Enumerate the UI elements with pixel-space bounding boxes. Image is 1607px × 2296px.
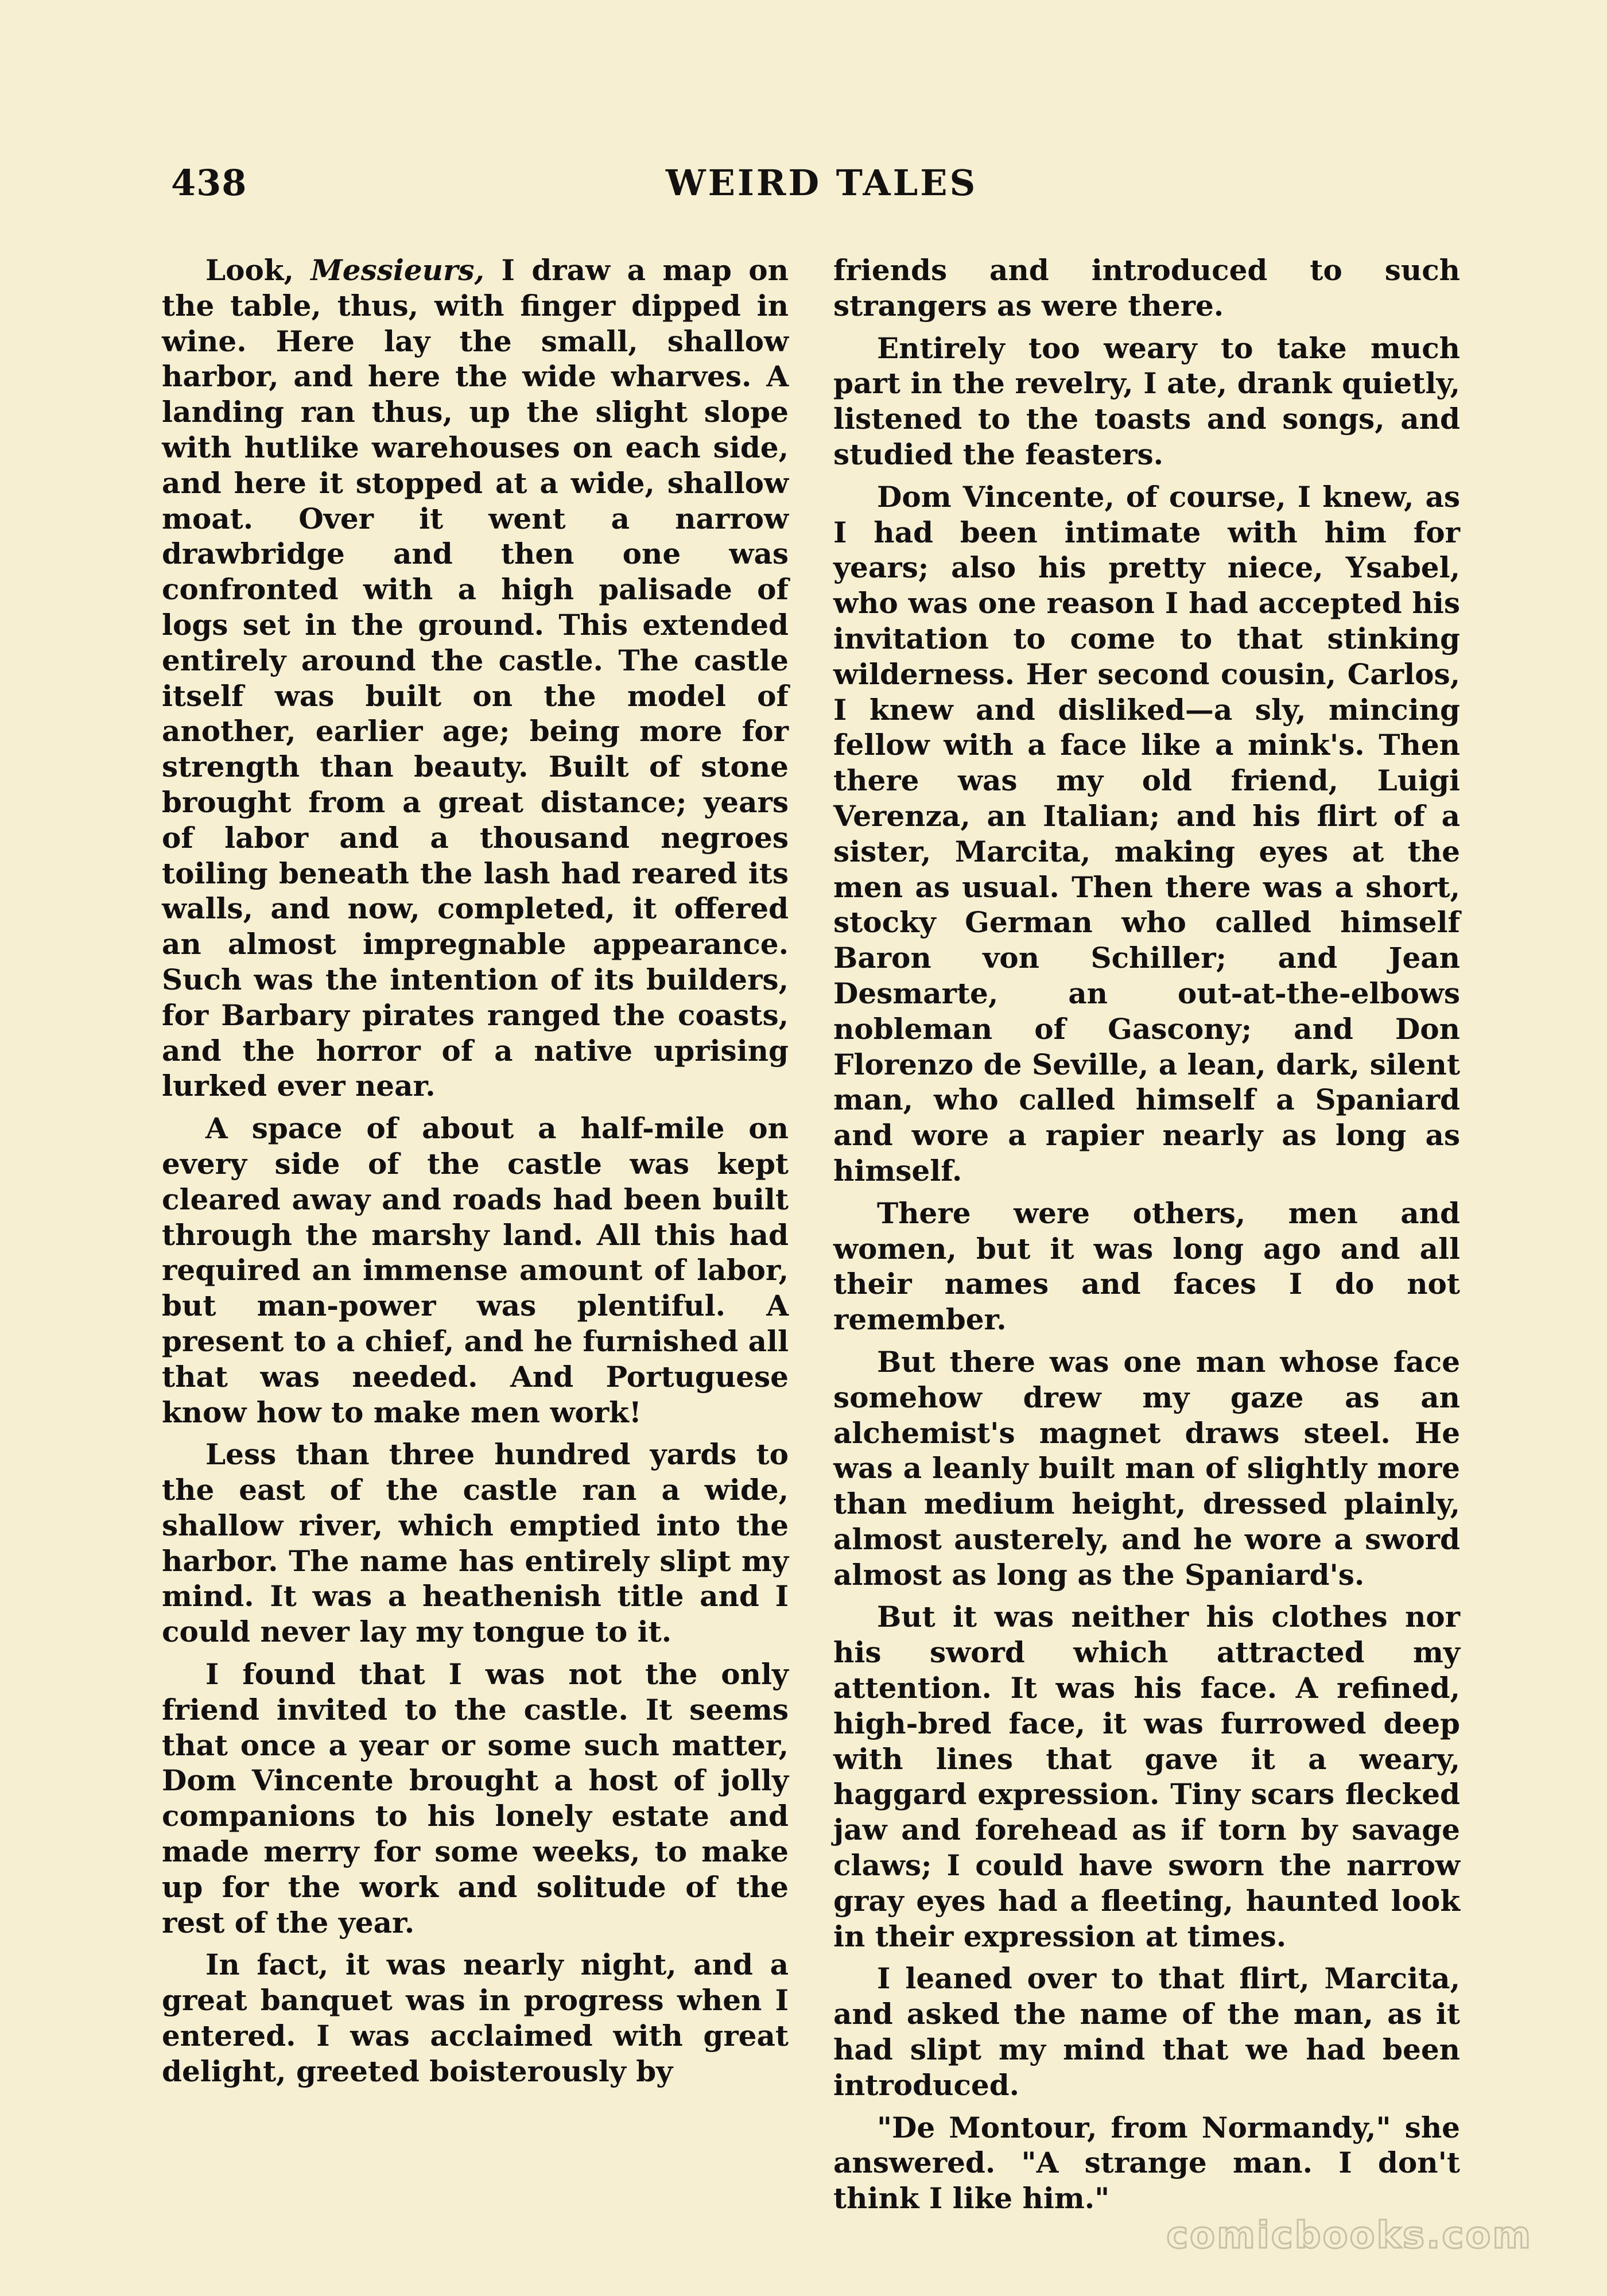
paragraph: I leaned over to that flirt, Marcita, and asked the name of the man, as it had slipt my mind that we had been introduced. xyxy=(833,1961,1460,2102)
paragraph: Entirely too weary to take much part in the revelry, I ate, drank quietly, listened to the toasts and songs, and studied the feasters. xyxy=(833,331,1460,471)
paragraph: "De Montour, from Normandy," she answered. "A strange man. I don't think I like him." xyxy=(833,2110,1460,2216)
magazine-title: WEIRD TALES xyxy=(666,162,978,204)
page-number: 438 xyxy=(171,162,247,204)
text-column-right xyxy=(833,253,1460,2223)
paragraph: But there was one man whose face somehow drew my gaze as an alchemist's magnet draws steel. He was a leanly built man of slightly more than medium height, dressed plainly, almost austerely, and he wore a sword almost as long as the Spaniard's. xyxy=(833,1344,1460,1592)
paragraph: Dom Vincente, of course, I knew, as I had been intimate with him for years; also his pretty niece, Ysabel, who was one reason I had accepted his invitation to come to that stinking wilderness. Her second cousin, Carlos, I knew and disliked—a sly, mincing fellow with a face like a mink's. Then there was my old friend, Luigi Verenza, an Italian; and his flirt of a sister, Marcita, making eyes at the men as usual. Then there was a short, stocky German who called himself Baron von Schiller; and Jean Desmarte, an out-at-the-elbows nobleman of Gascony; and Don Florenzo de Seville, a lean, dark, silent man, who called himself a Spaniard and wore a rapier nearly as long as himself. xyxy=(833,479,1460,1188)
running-head xyxy=(166,162,1464,214)
paragraph: But it was neither his clothes nor his sword which attracted my attention. It was his face. A refined, high-bred face, it was furrowed deep with lines that gave it a weary, haggard expression. Tiny scars flecked jaw and forehead as if torn by savage claws; I could have sworn the narrow gray eyes had a fleeting, haunted look in their expression at times. xyxy=(833,1600,1460,1953)
watermark: comicbooks.com xyxy=(1166,2214,1532,2257)
paragraph: Less than three hundred yards to the east of the castle ran a wide, shallow river, which emptied into the harbor. The name has entirely slipt my mind. It was a heathenish title and I could never lay my tongue to it. xyxy=(162,1437,789,1649)
paragraph: A space of about a half-mile on every side of the castle was kept cleared away and roads had been built through the marshy land. All this had required an immense amount of labor, but man-power was plentiful. A present to a chief, and he furnished all that was needed. And Portuguese know how to make men work! xyxy=(162,1111,789,1429)
paragraph: Look, Messieurs, I draw a map on the table, thus, with finger dipped in wine. Here lay the small, shallow harbor, and here the wide wharves. A landing ran thus, up the slight slope with hutlike warehouses on each side, and here it stopped at a wide, shallow moat. Over it went a narrow drawbridge and then one was confronted with a high palisade of logs set in the ground. This extended entirely around the castle. The castle itself was built on the model of another, earlier age; being more for strength than beauty. Built of stone brought from a great distance; years of labor and a thousand negroes toiling beneath the lash had reared its walls, and now, completed, it offered an almost impregnable appearance. Such was the intention of its builders, for Barbary pirates ranged the coasts, and the horror of a native uprising lurked ever near. xyxy=(162,253,789,1103)
emphasis: Messieurs, xyxy=(310,253,484,287)
paragraph: I found that I was not the only friend invited to the castle. It seems that once a year or some such matter, Dom Vincente brought a host of jolly companions to his lonely estate and made merry for some weeks, to make up for the work and solitude of the rest of the year. xyxy=(162,1657,789,1940)
paragraph: There were others, men and women, but it was long ago and all their names and faces I do not remember. xyxy=(833,1196,1460,1337)
text-column-left xyxy=(162,253,789,2096)
paragraph-continuation: friends and introduced to such strangers as were there. xyxy=(833,253,1460,323)
paragraph: In fact, it was nearly night, and a great banquet was in progress when I entered. I was acclaimed with great delight, greeted boisterously by xyxy=(162,1948,789,2088)
